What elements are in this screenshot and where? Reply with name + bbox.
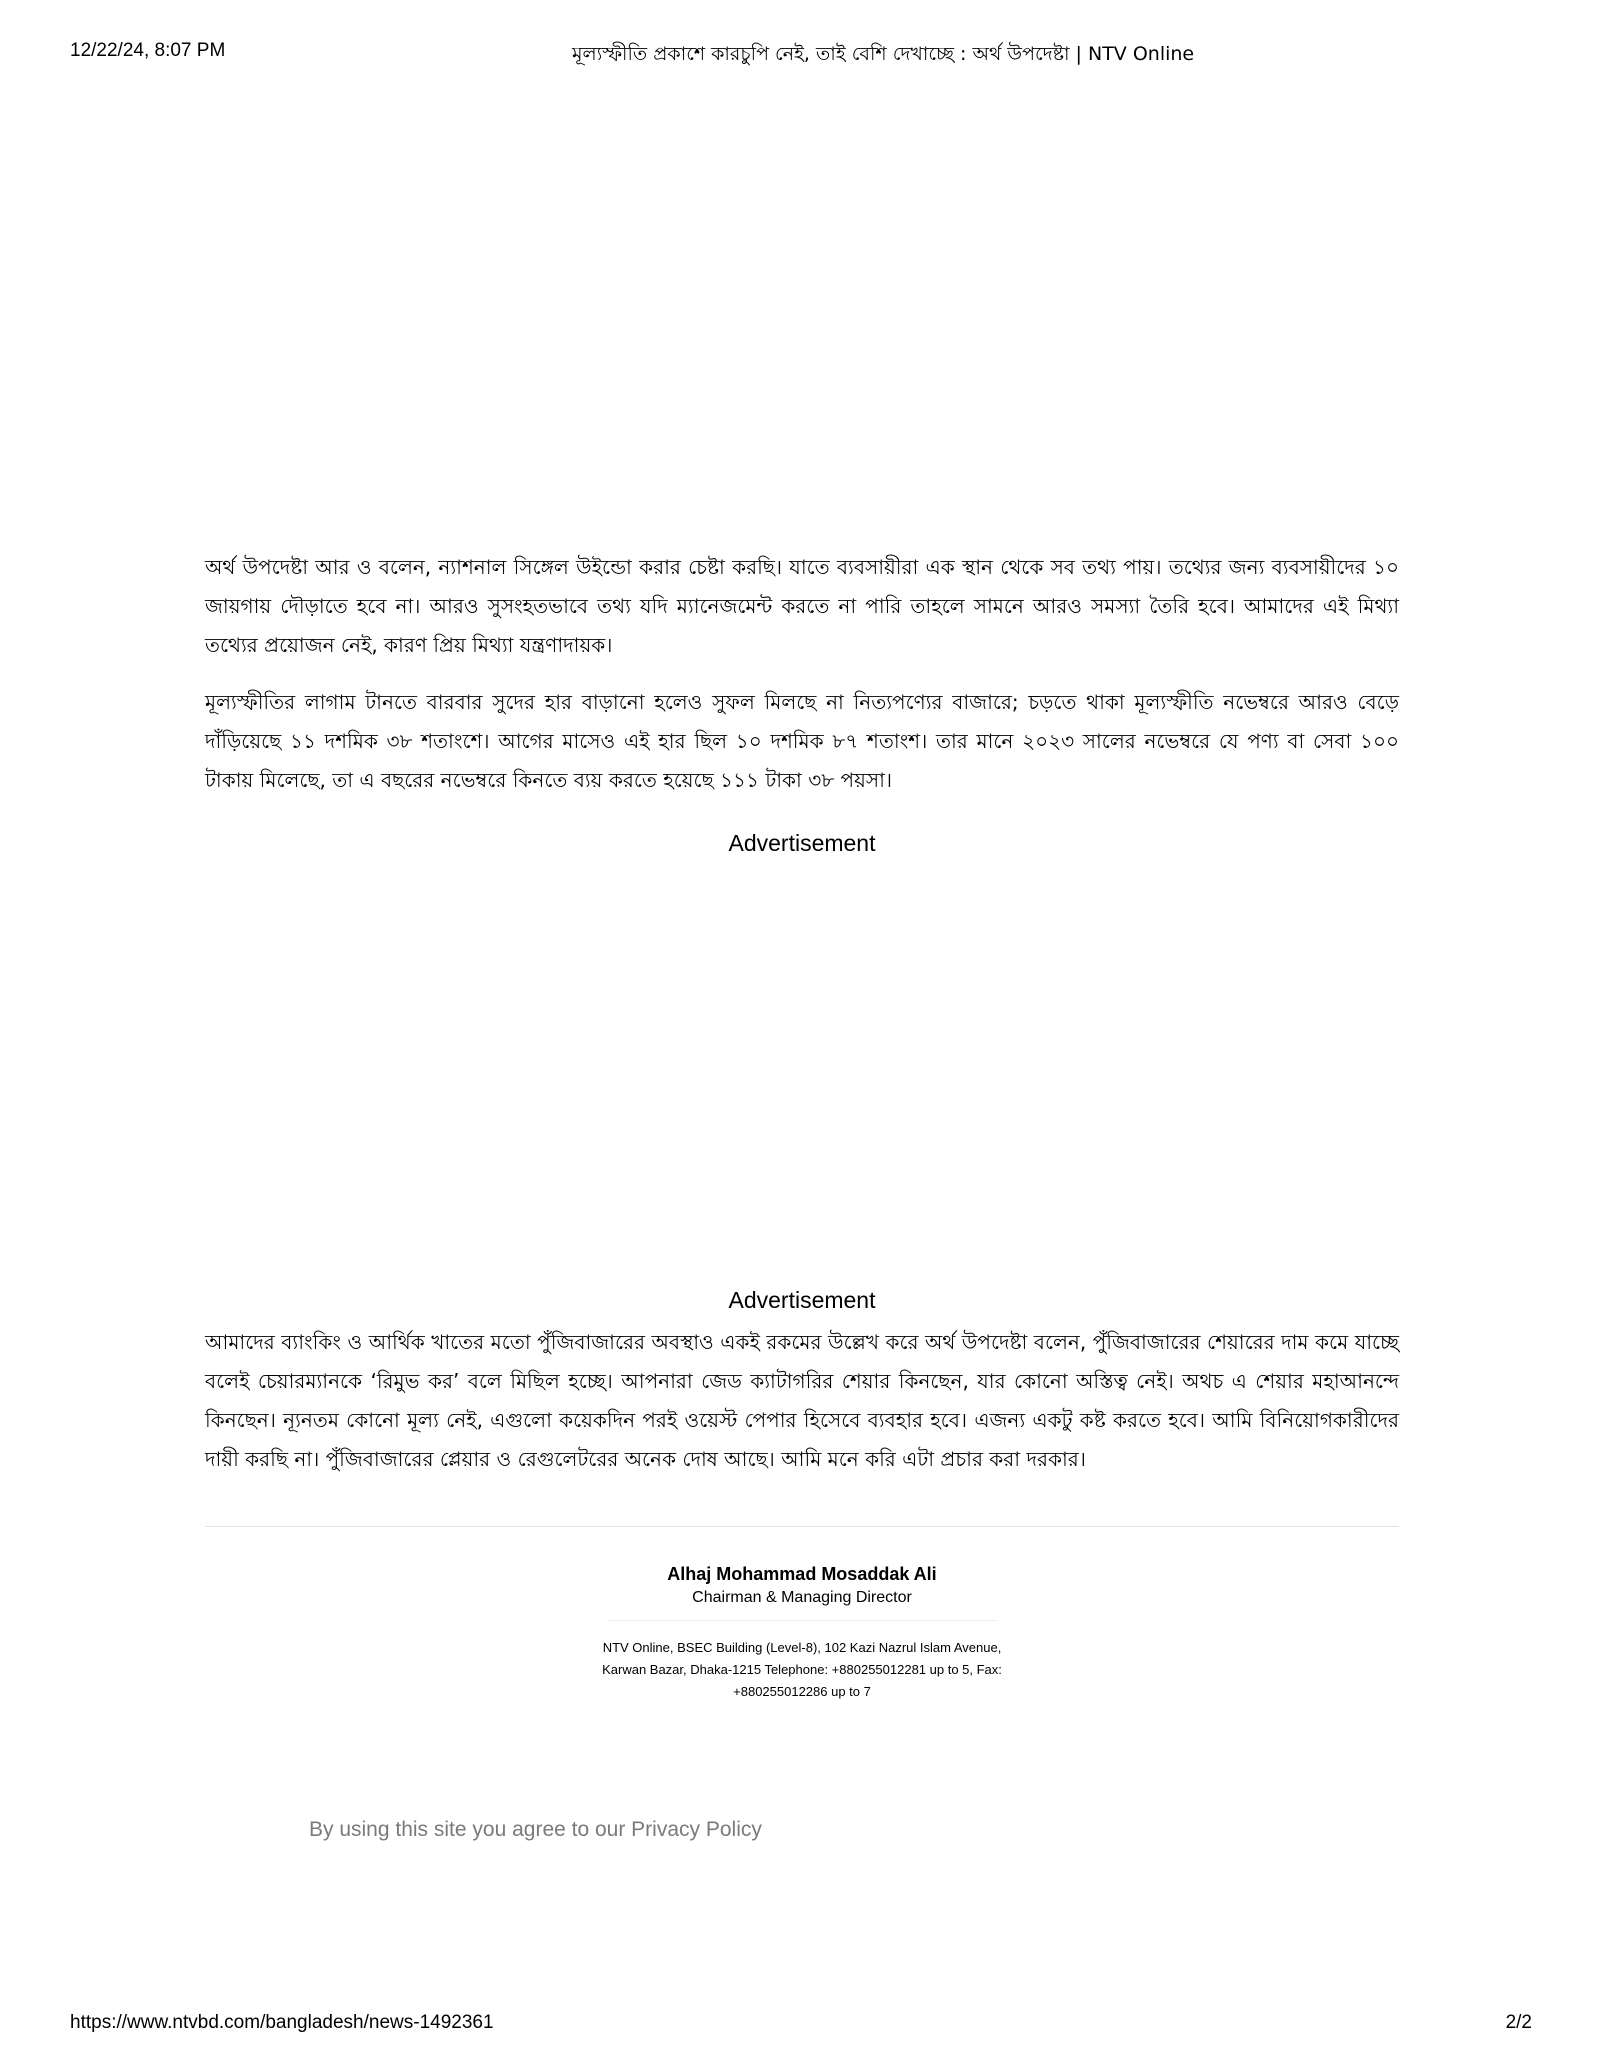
editor-designation: Chairman & Managing Director (692, 1589, 912, 1606)
advertisement-label: Advertisement (728, 1287, 876, 1313)
article-body (205, 548, 1399, 818)
footer-inner-divider (607, 1620, 997, 1621)
print-url: https://www.ntvbd.com/bangladesh/news-1492361 (70, 2012, 494, 2033)
print-page-number: 2/2 (1505, 2012, 1532, 2033)
editor-name: Alhaj Mohammad Mosaddak Ali (667, 1564, 937, 1584)
footer-address: NTV Online, BSEC Building (Level-8), 102 Kazi Nazrul Islam Avenue, Karwan Bazar, Dhaka-1215 Telephone: +880255012281 up to 5, Fax: +880255012286 up to 7 (602, 1640, 1002, 1699)
article-paragraph: আমাদের ব্যাংকিং ও আর্থিক খাতের মতো পুঁজিবাজারের অবস্থাও একই রকমের উল্লেখ করে অর্থ উপদেষ্টা বলেন, পুঁজিবাজারের শেয়ারের দাম কমে যাচ্ছে বলেই চেয়ারম্যানকে ‘রিমুভ কর’ বলে মিছিল হচ্ছে। আপনারা জেড ক্যাটাগরির শেয়ার কিনছেন, যার কোনো অস্তিত্ব নেই। অথচ এ শেয়ার মহাআনন্দে কিনছেন। ন্যূনতম কোনো মূল্য নেই, এগুলো কয়েকদিন পরই ওয়েস্ট পেপার হিসেবে ব্যবহার হবে। এজন্য একটু কষ্ট করতে হবে। আমি বিনিয়োগকারীদের দায়ী করছি না। পুঁজিবাজারের প্লেয়ার ও রেগুলেটরের অনেক দোষ আছে। আমি মনে করি এটা প্রচার করা দরকার। (205, 1330, 1399, 1471)
site-footer (205, 1562, 1399, 1703)
footer-divider (205, 1526, 1399, 1527)
article-paragraph: মূল্যস্ফীতির লাগাম টানতে বারবার সুদের হার বাড়ানো হলেও সুফল মিলছে না নিত্যপণ্যের বাজারে; চড়তে থাকা মূল্যস্ফীতি নভেম্বরে আরও বেড়ে দাঁড়িয়েছে ১১ দশমিক ৩৮ শতাংশে। আগের মাসেও এই হার ছিল ১০ দশমিক ৮৭ শতাংশ। তার মানে ২০২৩ সালের নভেম্বরে যে পণ্য বা সেবা ১০০ টাকায় মিলেছে, তা এ বছরের নভেম্বরে কিনতে ব্যয় করতে হয়েছে ১১১ টাকা ৩৮ পয়সা। (205, 690, 1399, 792)
article-body-continued (205, 1323, 1399, 1479)
print-page-title: মূল্যস্ফীতি প্রকাশে কারচুপি নেই, তাই বেশি দেখাচ্ছে : অর্থ উপদেষ্টা | NTV Online (572, 43, 1195, 65)
advertisement-label: Advertisement (728, 830, 876, 856)
privacy-policy-notice[interactable]: By using this site you agree to our Privacy Policy (309, 1818, 762, 1841)
print-date: 12/22/24, 8:07 PM (70, 40, 226, 61)
advertisement-slot[interactable] (205, 866, 1399, 1286)
article-paragraph: অর্থ উপদেষ্টা আর ও বলেন, ন্যাশনাল সিঙ্গেল উইন্ডো করার চেষ্টা করছি। যাতে ব্যবসায়ীরা এক স্থান থেকে সব তথ্য পায়। তথ্যের জন্য ব্যবসায়ীদের ১০ জায়গায় দৌড়াতে হবে না। আরও সুসংহতভাবে তথ্য যদি ম্যানেজমেন্ট করতে না পারি তাহলে সামনে আরও সমস্যা তৈরি হবে। আমাদের এই মিথ্যা তথ্যের প্রয়োজন নেই, কারণ প্রিয় মিথ্যা যন্ত্রণাদায়ক। (205, 555, 1399, 657)
